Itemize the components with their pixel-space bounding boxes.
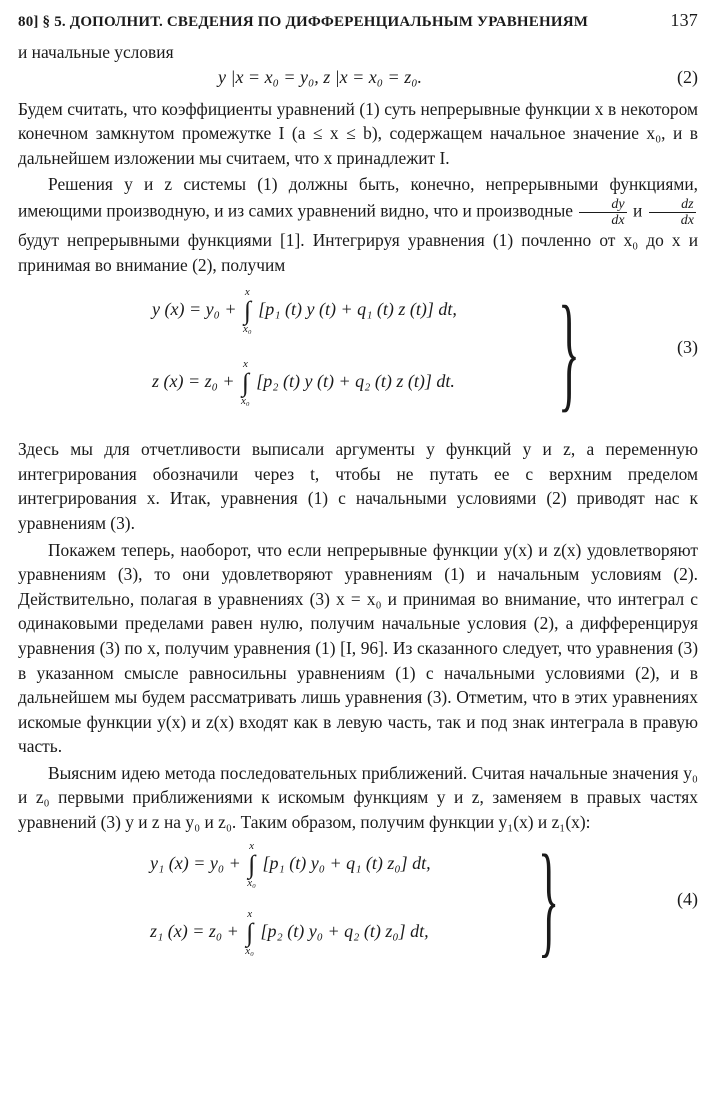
equation-4-line-2: z₁ (x) = z₀ + x ∫ x₀ [p₂ (t) y₀ + q₂ (t) z₀] dt,: [150, 907, 429, 957]
intro-line: и начальные условия: [18, 42, 174, 62]
equation-4-line-1: y₁ (x) = y₀ + x ∫ x₀ [p₁ (t) y₀ + q₁ (t) z₀] dt,: [150, 839, 431, 889]
equation-3-line-2: z (x) = z₀ + x ∫ x₀ [p₂ (t) y (t) + q₂ (t) z (t)] dt.: [152, 358, 455, 408]
paragraph-2-end: будут непрерывными функциями [1]. Интегрируя уравнения (1) почленно от x₀ до x и принимая во внимание (2), получим: [18, 229, 698, 275]
equation-2: [18, 65, 698, 97]
paragraph-2: [18, 172, 698, 277]
integral-sign: x ∫ x₀: [245, 907, 255, 957]
paragraph-4: Покажем теперь, наоборот, что если непрерывные функции y(x) и z(x) удовлетворяют уравнениям (3), то они удовлетворяют уравнениям (1) и начальным условиям (2). Действительно, полагая в уравнениях (3) x = x₀ и принимая во внимание, что интеграл с одинаковыми пределами равен нулю, получим начальные условия (2), а дифференцируя уравнения (3) по x, получим уравнения (1) [I, 96]. Из сказанного следует, что уравнения (3) в указанном смысле равносильны уравнениям (1) с начальными условиями (2), и в дальнейшем мы будем рассматривать лишь уравнения (3). Отметим, что в этих уравнениях искомые функции y(x) и z(x) входят как в левую часть, так и под знак интеграла в правую часть.: [18, 539, 698, 757]
paragraph-2-mid: и: [633, 200, 643, 221]
equation-4: [18, 829, 698, 975]
section-title: 80] § 5. ДОПОЛНИТ. СВЕДЕНИЯ ПО ДИФФЕРЕНЦИАЛЬНЫМ УРАВНЕНИЯМ: [18, 14, 589, 30]
equation-3-line-1: y (x) = y₀ + x ∫ x₀ [p₁ (t) y (t) + q₁ (t) z (t)] dt,: [152, 286, 457, 336]
fraction-dy-dx: $\frac{dy}{dx}$: [579, 197, 626, 228]
paragraph-3: Здесь мы для отчетливости выписали аргументы у функций y и z, а переменную интегрирования обозначили через t, чтобы не путать ее с верхним пределом интегрирования x. Итак, уравнения (1) с начальными условиями (2) приводят нас к уравнениям (3).: [18, 439, 698, 533]
running-header: [18, 10, 698, 36]
book-page: [18, 10, 698, 975]
integral-sign: x ∫ x₀: [247, 839, 256, 889]
equation-3: [18, 277, 698, 437]
right-brace: }: [558, 280, 580, 425]
right-brace: }: [538, 829, 560, 969]
paragraph-5: Выясним идею метода последовательных приближений. Считая начальные значения y₀ и z₀ первыми приближениями к искомым функциям y и z, заменяем в правых частях уравнений (3) y и z на y₀ и z₀. Таким образом, получим функции y₁(x) и z₁(x):: [18, 762, 698, 833]
integral-sign: x ∫ x₀: [241, 358, 250, 408]
integral-sign: x ∫ x₀: [243, 286, 252, 336]
equation-4-number: (4): [677, 888, 698, 909]
paragraph-2-start: Решения y и z системы (1) должны быть, конечно, непрерывными функциями, имеющими производную, и из самих уравнений видно, что и производные: [18, 174, 698, 221]
paragraph-1: Будем считать, что коэффициенты уравнений (1) суть непрерывные функции x в некотором конечном замкнутом промежутке I (a ≤ x ≤ b), содержащем начальное значение x₀, и в дальнейшем изложении мы считаем, что x принадлежит I.: [18, 98, 698, 168]
equation-2-number: (2): [677, 66, 698, 87]
fraction-dz-dx: $\frac{dz}{dx}$: [649, 197, 696, 228]
equation-2-body: y |x = x₀ = y₀, z |x = x₀ = z₀.: [218, 66, 422, 87]
page-number: 137: [670, 10, 698, 30]
equation-3-number: (3): [677, 337, 698, 358]
